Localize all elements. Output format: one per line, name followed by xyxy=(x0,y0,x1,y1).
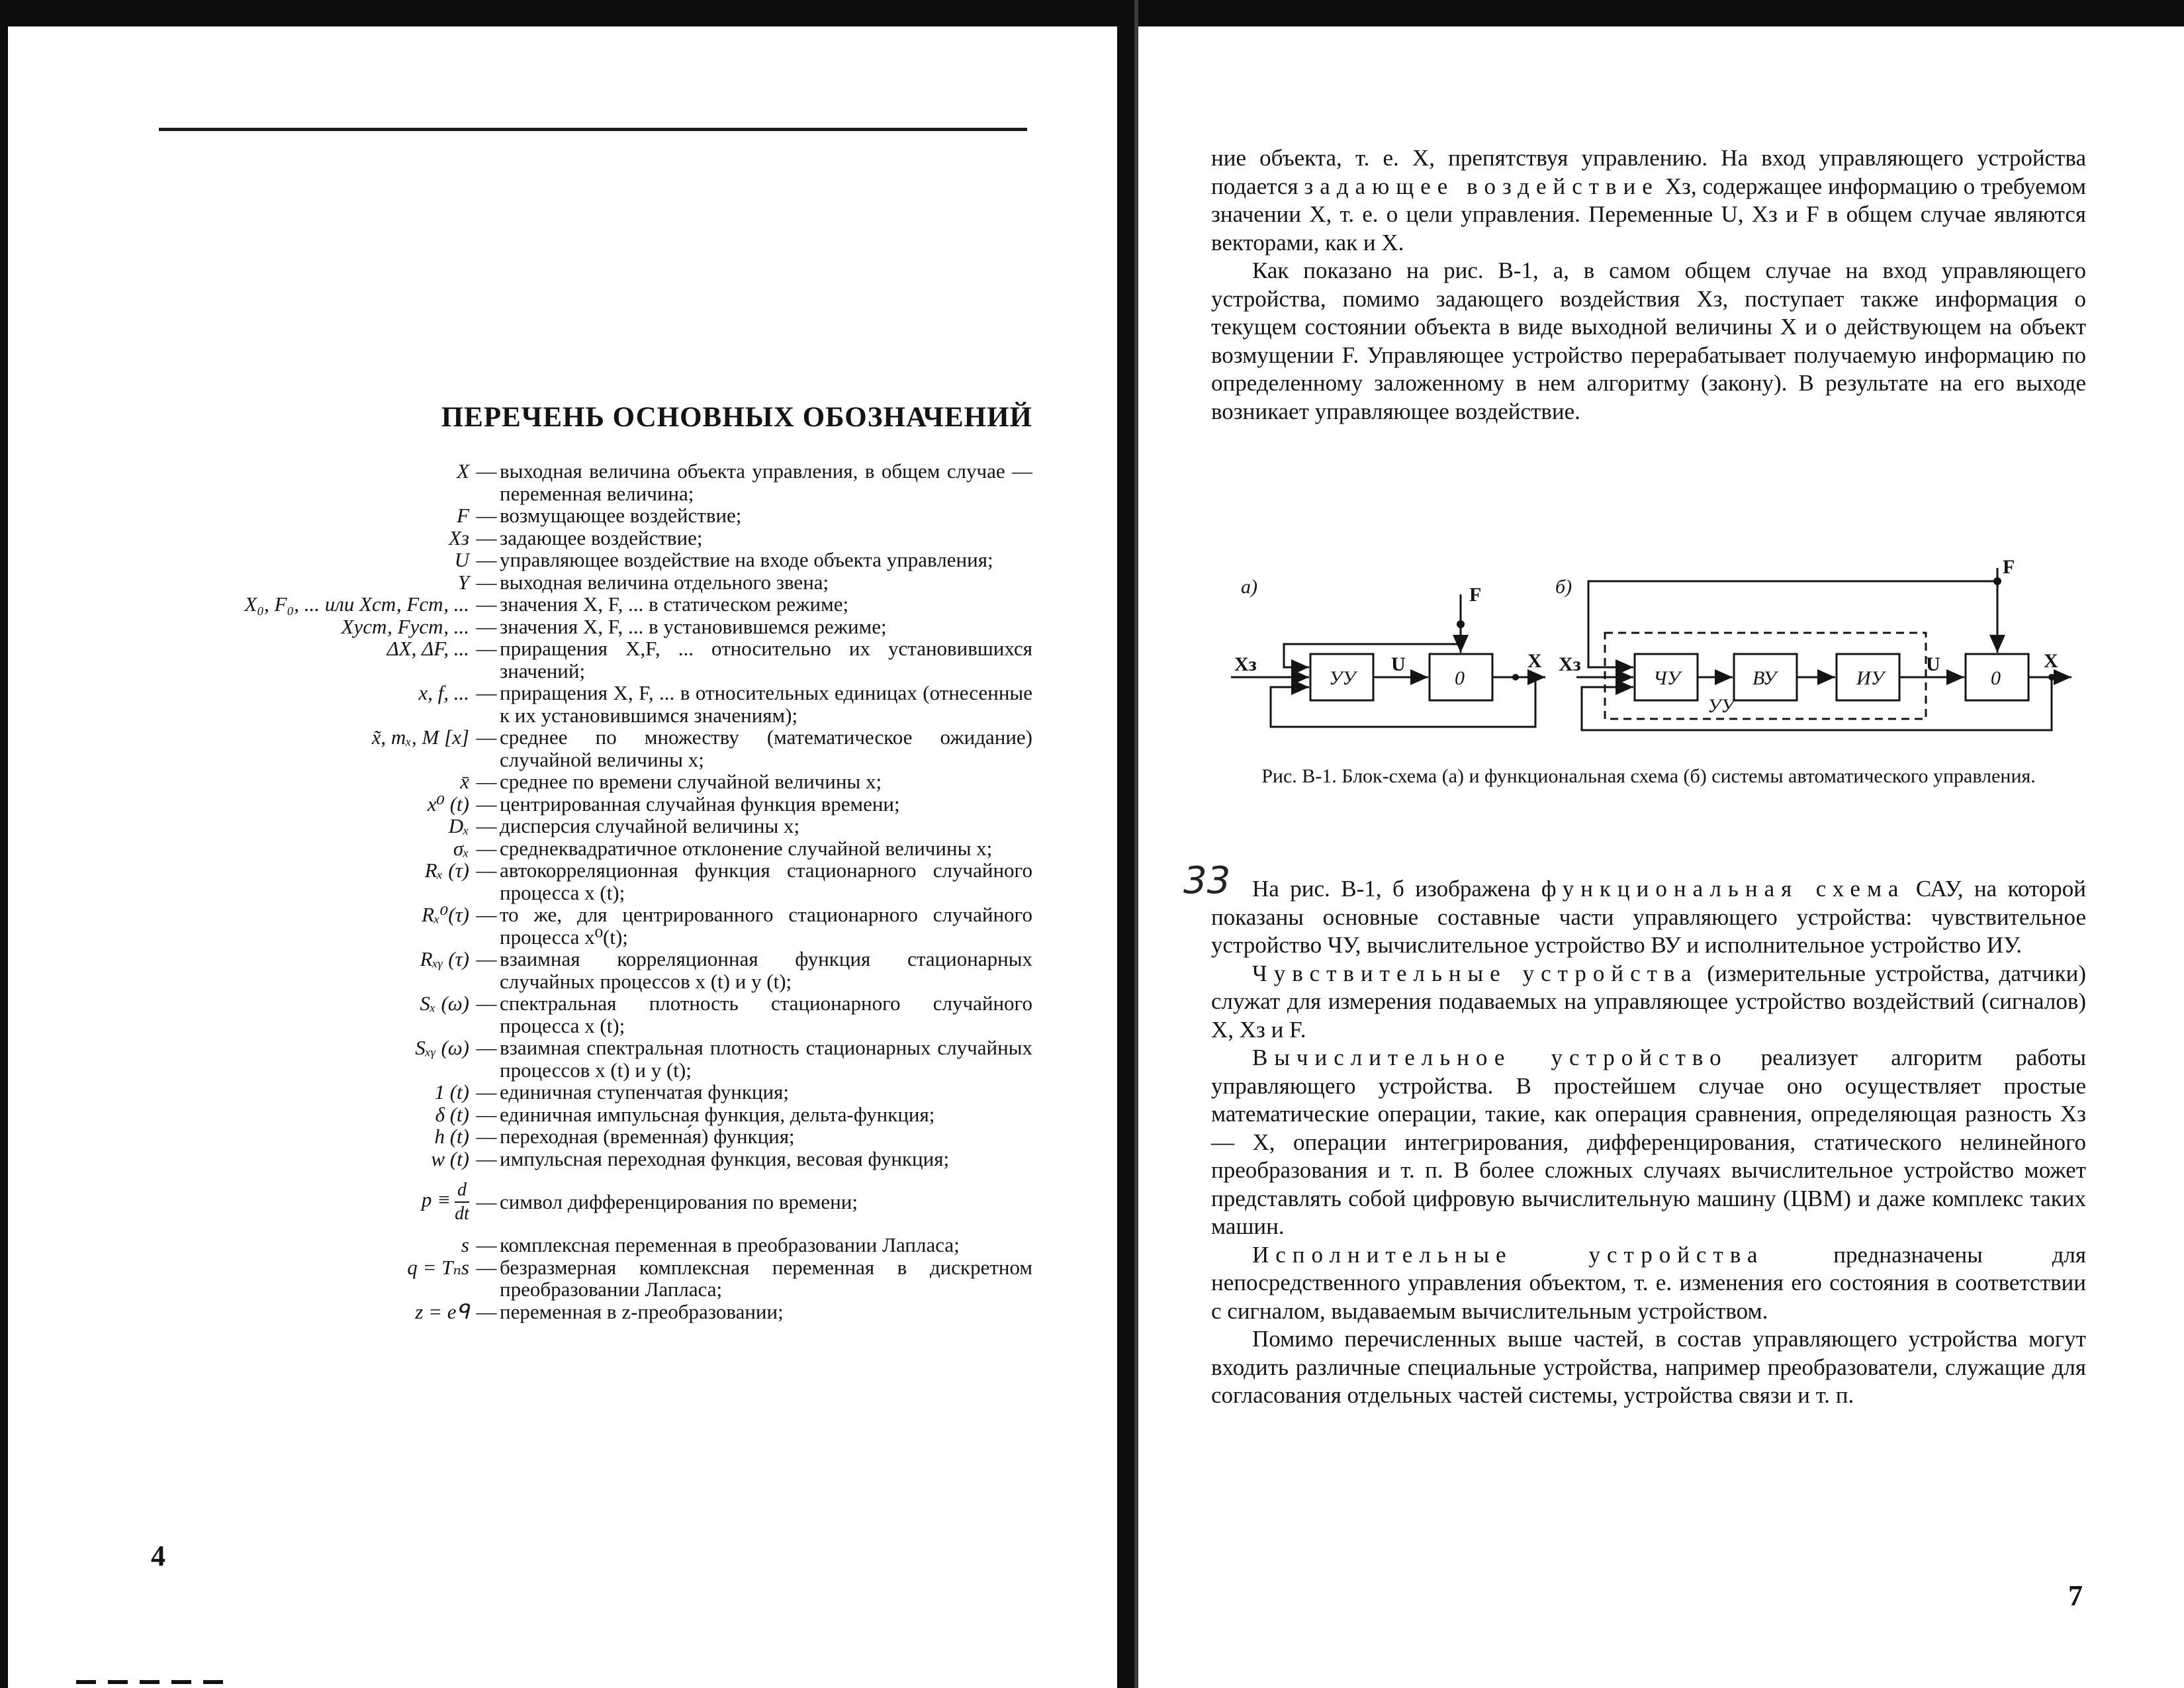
entry-symbol: Y xyxy=(457,570,469,594)
entry-dash: — xyxy=(476,637,497,660)
entry-dash: — xyxy=(476,459,497,483)
para5-spaced-term: Вычислительное устройство xyxy=(1252,1045,1728,1070)
symbol-entry xyxy=(132,637,1032,682)
entry-definition: среднеквадратичное отклонение случайной величины x; xyxy=(500,836,993,860)
b-sensor-label: ЧУ xyxy=(1653,667,1680,689)
entry-symbol: w (t) xyxy=(431,1147,469,1170)
entry-dash: — xyxy=(476,592,497,616)
entry-definition: взаимная спектральная плотность стационарных случайных процессов x (t) и y (t); xyxy=(500,1036,1032,1082)
symbol-entry xyxy=(132,616,1032,638)
para6-spaced-term: Исполнительные устройства xyxy=(1252,1241,1764,1268)
entry-dash: — xyxy=(476,726,497,749)
diagram-b-label: б) xyxy=(1555,576,1572,598)
entry-symbol: x, f, ... xyxy=(418,681,469,704)
b-f-label: F xyxy=(2003,556,2015,578)
entry-dash: — xyxy=(476,1299,497,1323)
entry-definition: среднее по множеству (математическое ожидание) случайной величины x; xyxy=(500,726,1032,771)
entry-definition: приращения X, F, ... в относительных единицах (отнесенные к их установившимся значениям); xyxy=(500,681,1032,727)
symbol-entry xyxy=(132,571,1032,594)
text-block-top xyxy=(1211,144,2086,426)
entry-symbol: Sₓᵧ (ω) xyxy=(415,1036,469,1059)
scan-bottom-marks xyxy=(76,1680,235,1684)
block-diagram-figure xyxy=(1211,555,2085,735)
derivative-fraction xyxy=(455,1179,469,1225)
page-title: ПЕРЕЧЕНЬ ОСНОВНЫХ ОБОЗНАЧЕНИЙ xyxy=(441,402,1032,433)
symbol-entry xyxy=(132,1081,1032,1103)
para5-text: реализует алгоритм работы управляющего устройства. В простейшем случае оно осуществляет простые математические операции, такие, как операция сравнения, определяющая разность Xз — X, операции интегрирования, дифференцирования, статического нелинейного преобразования и т. п. В более сложных случаях вычислительное устройство может представлять собой цифровую вычислительную машину (ЦВМ) и даже комплекс таких машин. xyxy=(1211,1045,2086,1239)
b-object-label: 0 xyxy=(1991,667,2001,689)
b-u-label: U xyxy=(1926,653,1940,675)
entry-definition: возмущающее воздействие; xyxy=(500,504,742,527)
entry-definition: дисперсия случайной величины x; xyxy=(500,814,800,837)
para6-text: предназначены для непосредственного управления объектом, т. е. изменения его состояния в соответствии с сигналом, выдаваемым вычислительным устройством. xyxy=(1211,1241,2086,1324)
page-number-right: 7 xyxy=(2068,1579,2083,1612)
entry-symbol: X₀, F₀, ... или Xст, Fст, ... xyxy=(244,592,469,616)
entry-definition: единичная импульсная функция, дельта-функция; xyxy=(500,1102,935,1126)
entry-symbol: Rₓ (τ) xyxy=(424,859,469,882)
entry-dash: — xyxy=(476,570,497,594)
entry-definition: спектральная плотность стационарного случайного процесса x (t); xyxy=(500,992,1032,1037)
entry-symbol: Dₓ xyxy=(448,814,469,837)
b-actuator-label: ИУ xyxy=(1856,667,1884,689)
entry-dash: — xyxy=(476,947,497,970)
entry-dash: — xyxy=(476,859,497,882)
scan-top-border xyxy=(0,0,2184,26)
entry-dash: — xyxy=(476,1255,497,1279)
entry-definition: безразмерная комплексная переменная в дискретном преобразовании Лапласа; xyxy=(500,1255,1032,1301)
entry-symbol: σₓ xyxy=(453,836,469,860)
symbol-entry xyxy=(132,460,1032,504)
entry-symbol: Rₓᵧ (τ) xyxy=(420,947,469,970)
entry-symbol: s xyxy=(461,1233,469,1256)
a-u-label: U xyxy=(1391,653,1406,675)
paragraph-3 xyxy=(1211,875,2086,960)
symbol-entry xyxy=(132,549,1032,571)
entry-definition: переменная в z-преобразовании; xyxy=(500,1299,784,1323)
symbol-entry xyxy=(132,1148,1032,1170)
entry-definition: задающее воздействие; xyxy=(500,526,703,549)
entry-symbol: x⁰ (t) xyxy=(427,792,469,816)
entry-symbol: q = Tₙs xyxy=(407,1255,469,1279)
entry-definition: переходная (временна́я) функция; xyxy=(500,1125,795,1148)
symbol-entry xyxy=(132,1037,1032,1081)
symbol-entry xyxy=(132,948,1032,992)
entry-symbol: ΔX, ΔF, ... xyxy=(387,637,469,660)
symbol-list xyxy=(132,460,1032,1323)
a-input-label: Xз xyxy=(1234,653,1257,675)
symbol-entry xyxy=(132,837,1032,860)
entry-definition: импульсная переходная функция, весовая функция; xyxy=(500,1147,950,1170)
entry-symbol: Rₓ⁰(τ) xyxy=(422,903,469,926)
entry-dash: — xyxy=(476,614,497,638)
symbol-entry xyxy=(132,1234,1032,1256)
paragraph-4 xyxy=(1211,960,2086,1045)
entry-symbol xyxy=(132,1179,473,1225)
entry-definition: выходная величина отдельного звена; xyxy=(500,570,829,594)
handwritten-note: 33 xyxy=(1183,859,1231,902)
entry-dash: — xyxy=(476,792,497,816)
entry-dash: — xyxy=(476,1190,497,1213)
symbol-entry-derivative xyxy=(132,1179,1032,1225)
entry-dash: — xyxy=(476,681,497,704)
a-f-label: F xyxy=(1469,584,1482,606)
entry-symbol: 1 (t) xyxy=(434,1080,469,1103)
p-symbol: p ≡ xyxy=(421,1188,451,1211)
entry-definition: то же, для центрированного стационарного случайного процесса x⁰(t); xyxy=(500,903,1032,949)
entry-dash: — xyxy=(476,1147,497,1170)
entry-dash: — xyxy=(476,814,497,837)
header-rule xyxy=(159,128,1027,131)
entry-dash: — xyxy=(476,836,497,860)
entry-dash: — xyxy=(476,770,497,793)
b-input-label: Xз xyxy=(1559,653,1581,675)
symbol-entry xyxy=(132,1103,1032,1126)
entry-dash: — xyxy=(476,1102,497,1126)
paragraph-5 xyxy=(1211,1044,2086,1241)
diagram-a-label: а) xyxy=(1241,576,1257,598)
entry-definition: автокорреляционная функция стационарного случайного процесса x (t); xyxy=(500,859,1032,904)
figure-caption: Рис. В-1. Блок-схема (а) и функциональная схема (б) системы автоматического управления. xyxy=(1261,765,2036,787)
entry-definition: выходная величина объекта управления, в общем случае — переменная величина; xyxy=(500,459,1032,505)
entry-symbol: F xyxy=(457,504,469,527)
entry-symbol: x̃, mₓ, M [x] xyxy=(371,726,469,749)
para1-text-a: ние объекта, т. е. X, препятствуя управлению. На вход управляющего устройства подается xyxy=(1211,145,2086,199)
b-x-label: X xyxy=(2044,650,2058,672)
fraction-numerator: d xyxy=(455,1179,469,1203)
entry-definition: значения X, F, ... в установившемся режиме; xyxy=(500,614,887,638)
symbol-entry xyxy=(132,593,1032,616)
entry-definition: приращения X,F, ... относительно их установившихся значений; xyxy=(500,637,1032,682)
para3-spaced-term: функциональная схема xyxy=(1541,876,1905,902)
entry-symbol: U xyxy=(454,548,469,571)
entry-symbol: z = eᑫ xyxy=(415,1299,469,1323)
para1-text-b: Xз, содержащее информацию о требуемом значении X, т. е. о цели управления. Переменные U, Xз и F в общем случае являются векторами, как и X. xyxy=(1211,173,2086,256)
symbol-entry xyxy=(132,504,1032,527)
entry-dash: — xyxy=(476,526,497,549)
para1-spaced-term: задающее воздействие xyxy=(1304,173,1659,199)
entry-dash: — xyxy=(476,548,497,571)
entry-dash: — xyxy=(476,1125,497,1148)
entry-definition: взаимная корреляционная функция стационарных случайных процессов x (t) и y (t); xyxy=(500,947,1032,993)
para4-spaced-term: Чувствительные устройства xyxy=(1252,960,1698,986)
symbol-entry xyxy=(132,1256,1032,1301)
entry-definition: управляющее воздействие на входе объекта управления; xyxy=(500,548,993,571)
symbol-entry xyxy=(132,859,1032,904)
page-number-left: 4 xyxy=(151,1540,165,1572)
paragraph-1 xyxy=(1211,144,2086,257)
para3-text-a: На рис. В-1, б изображена xyxy=(1252,876,1541,902)
entry-dash: — xyxy=(476,1036,497,1059)
entry-symbol: δ (t) xyxy=(435,1102,469,1126)
entry-dash: — xyxy=(476,504,497,527)
entry-symbol: Xуст, Fуст, ... xyxy=(341,614,469,638)
entry-dash: — xyxy=(476,992,497,1015)
symbol-entry xyxy=(132,771,1032,793)
entry-dash: — xyxy=(476,1233,497,1256)
entry-definition: среднее по времени случайной величины x; xyxy=(500,770,882,793)
book-spine xyxy=(1117,0,1134,1688)
entry-symbol: x̄ xyxy=(460,770,469,793)
symbol-entry xyxy=(132,1125,1032,1148)
b-computer-label: ВУ xyxy=(1752,667,1776,689)
entry-symbol: h (t) xyxy=(434,1125,469,1148)
symbol-entry xyxy=(132,815,1032,837)
symbol-entry xyxy=(132,726,1032,771)
symbol-entry xyxy=(132,1301,1032,1323)
book-spine-shadow xyxy=(1134,0,1138,1688)
scan-left-border xyxy=(0,0,8,1688)
paragraph-6 xyxy=(1211,1241,2086,1326)
entry-definition: символ дифференцирования по времени; xyxy=(500,1190,858,1213)
entry-symbol: Xз xyxy=(448,526,469,549)
entry-dash: — xyxy=(476,1080,497,1103)
a-object-label: 0 xyxy=(1455,667,1465,689)
fraction-denominator: dt xyxy=(455,1203,469,1224)
text-block-bottom xyxy=(1211,875,2086,1410)
a-x-label: X xyxy=(1527,650,1542,672)
entry-symbol: X xyxy=(457,459,469,483)
para4-text: (измерительные устройства, датчики) служат для измерения подаваемых на управляющее устройство воздействий (сигналов) X, Xз и F. xyxy=(1211,960,2087,1043)
entry-dash: — xyxy=(476,903,497,926)
entry-definition: единичная ступенчатая функция; xyxy=(500,1080,789,1103)
symbol-entry xyxy=(132,527,1032,549)
para3-text-b: САУ, на которой показаны основные составные части управляющего устройства: чувствительное устройство ЧУ, вычислительное устройство ВУ и исполнительное устройство ИУ. xyxy=(1211,876,2087,958)
paragraph-2: Как показано на рис. В-1, а, в самом общем случае на вход управляющего устройства, помимо задающего воздействия Xз, поступает также информация о текущем состоянии объекта в виде выходной величины X и о действующем на объект возмущении F. Управляющее устройство перерабатывает получаемую информацию по определенному заложенному в нем алгоритму (закону). В результате на его выходе возникает управляющее воздействие. xyxy=(1211,258,2086,424)
entry-definition: комплексная переменная в преобразовании Лапласа; xyxy=(500,1233,960,1256)
symbol-entry xyxy=(132,992,1032,1037)
symbol-entry xyxy=(132,793,1032,816)
b-group-label: УУ xyxy=(1707,695,1735,717)
symbol-entry xyxy=(132,904,1032,948)
entry-definition: значения X, F, ... в статическом режиме; xyxy=(500,592,849,616)
entry-definition: центрированная случайная функция времени; xyxy=(500,792,900,816)
entry-symbol: Sₓ (ω) xyxy=(420,992,469,1015)
a-controller-label: УУ xyxy=(1329,667,1356,689)
paragraph-7: Помимо перечисленных выше частей, в состав управляющего устройства могут входить различные специальные устройства, например преобразователи, служащие для согласования отдельных частей системы, устройства связи и т. п. xyxy=(1211,1326,2086,1408)
symbol-entry xyxy=(132,682,1032,726)
